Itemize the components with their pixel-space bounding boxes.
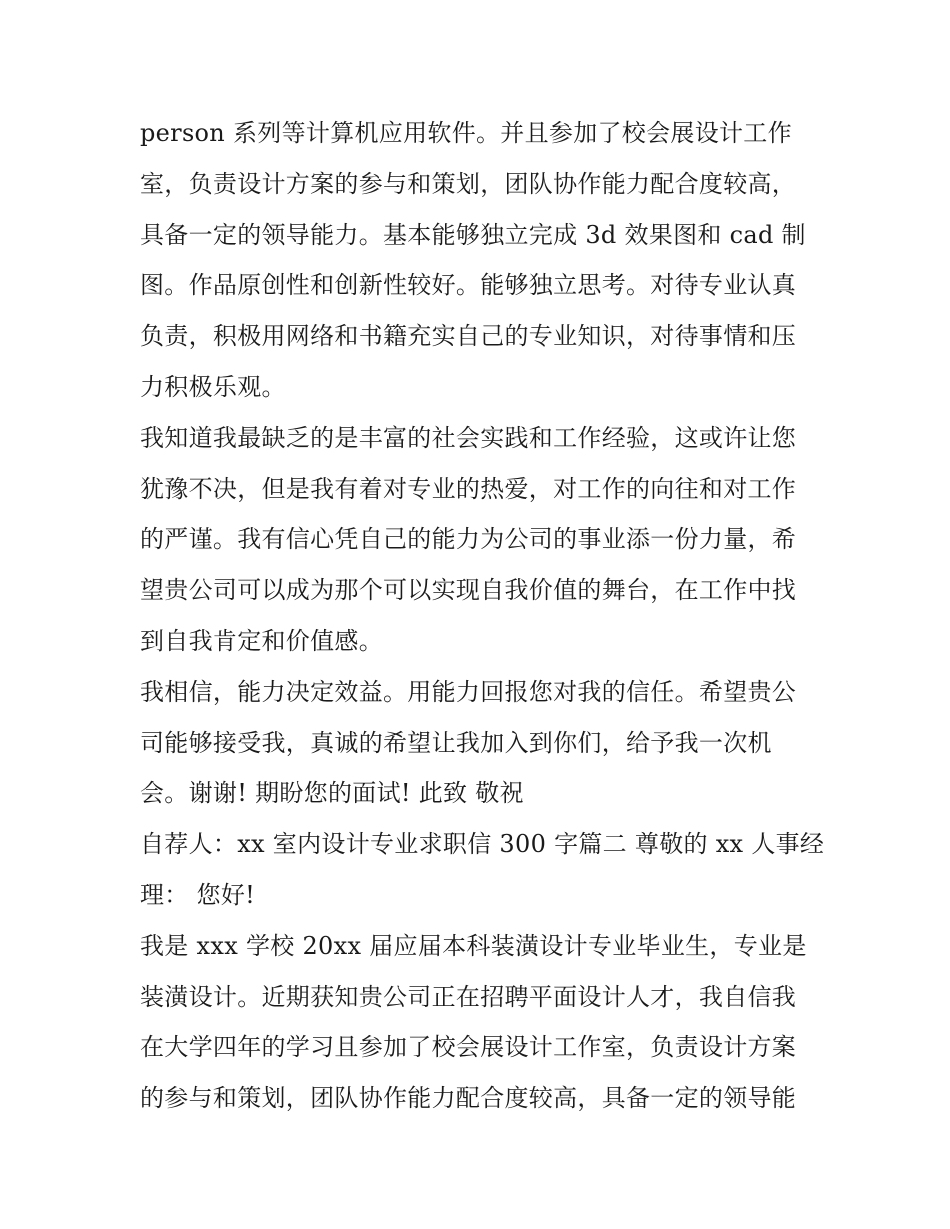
text-line: 我是 xxx 学校 20xx 届应届本科装潢设计专业毕业生，专业是 xyxy=(140,931,807,960)
text-line: 具备一定的领导能力。基本能够独立完成 3d 效果图和 cad 制 xyxy=(140,220,806,249)
text-line: 到自我肯定和价值感。 xyxy=(140,626,383,655)
text-line: 自荐人：xx 室内设计专业求职信 300 字篇二 尊敬的 xx 人事经 xyxy=(140,830,825,859)
body-text xyxy=(140,108,825,1124)
text-line: 的参与和策划，团队协作能力配合度较高，具备一定的领导能 xyxy=(140,1084,797,1113)
text-line: 图。作品原创性和创新性较好。能够独立思考。对待专业认真 xyxy=(140,271,797,300)
text-line: 的严谨。我有信心凭自己的能力为公司的事业添一份力量，希 xyxy=(140,525,797,554)
text-line: 力积极乐观。 xyxy=(140,372,286,401)
text-line: 我相信，能力决定效益。用能力回报您对我的信任。希望贵公 xyxy=(140,677,797,706)
text-line: person 系列等计算机应用软件。并且参加了校会展设计工作 xyxy=(140,119,792,147)
text-line: 负责，积极用网络和书籍充实自己的专业知识，对待事情和压 xyxy=(140,322,797,351)
text-line: 犹豫不决，但是我有着对专业的热爱，对工作的向往和对工作 xyxy=(140,474,797,503)
text-line: 司能够接受我，真诚的希望让我加入到你们，给予我一次机 xyxy=(140,728,772,757)
text-line: 装潢设计。近期获知贵公司正在招聘平面设计人才，我自信我 xyxy=(140,982,797,1011)
text-line: 会。谢谢! 期盼您的面试! 此致 敬祝 xyxy=(140,779,524,808)
text-line: 在大学四年的学习且参加了校会展设计工作室，负责设计方案 xyxy=(140,1033,797,1062)
text-line: 理： 您好! xyxy=(140,880,256,909)
text-line: 我知道我最缺乏的是丰富的社会实践和工作经验，这或许让您 xyxy=(140,423,797,452)
text-line: 室，负责设计方案的参与和策划，团队协作能力配合度较高， xyxy=(140,169,797,198)
text-line: 望贵公司可以成为那个可以实现自我价值的舞台，在工作中找 xyxy=(140,576,797,605)
